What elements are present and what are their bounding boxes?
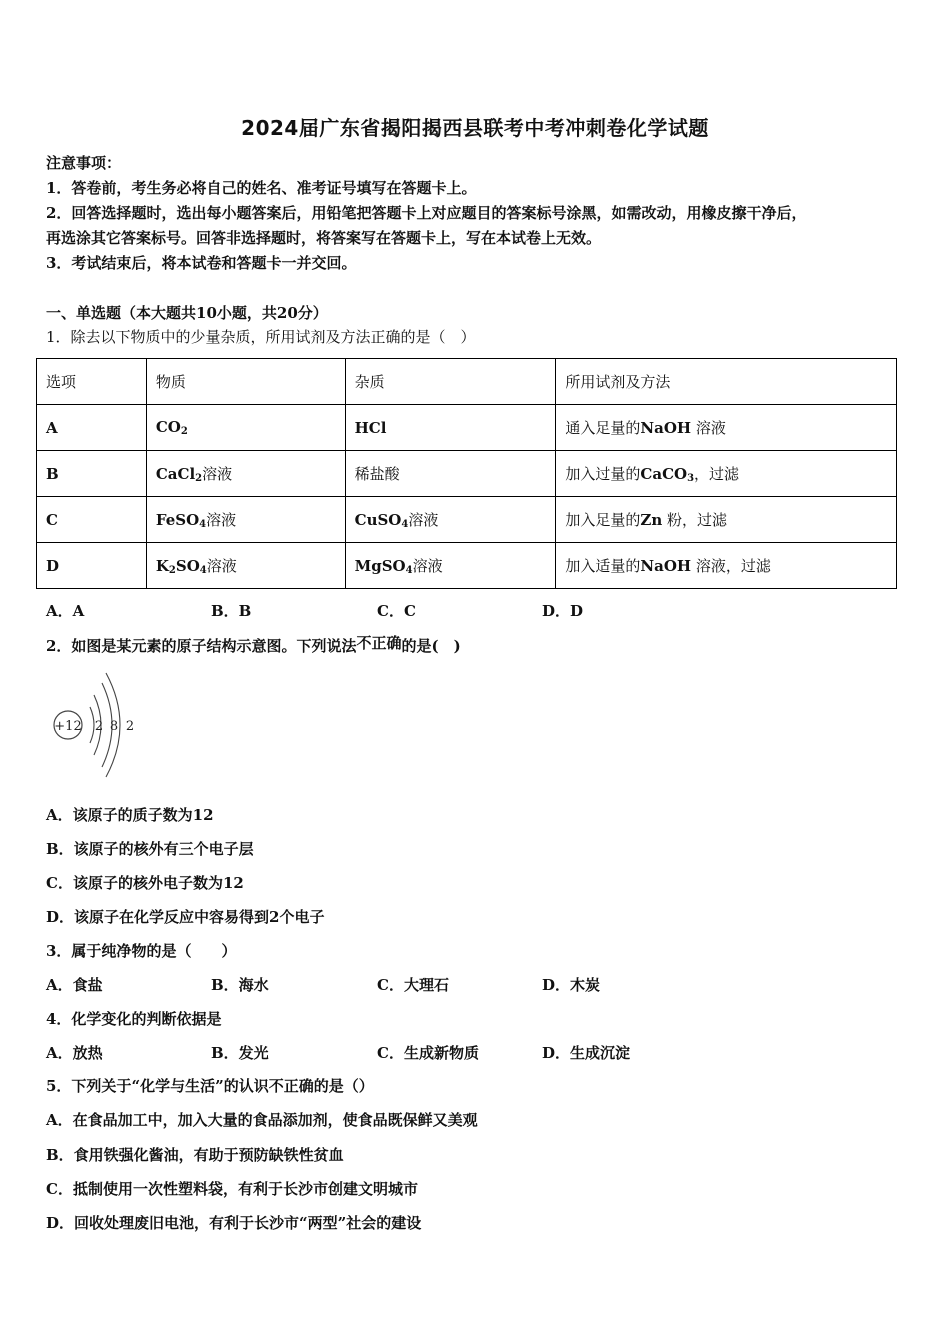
answer-option[interactable]: D．生成沉淀: [542, 1044, 631, 1062]
table-header: 选项: [37, 359, 147, 405]
impurity-cell: 稀盐酸: [345, 451, 556, 497]
substance-cell: CaCl$_2$溶液: [146, 451, 345, 497]
option-cell: D: [37, 543, 147, 589]
question-1-table: [36, 358, 897, 589]
substance-cell: $K_2SO_4$溶液: [146, 543, 345, 589]
method-cell: 加入足量的Zn 粉，过滤: [556, 497, 897, 543]
answer-option[interactable]: B．食用铁强化酱油，有助于预防缺铁性贫血: [46, 1146, 344, 1164]
impurity-cell: MgSO$_4$溶液: [345, 543, 556, 589]
table-row: [37, 497, 897, 543]
table-header: 所用试剂及方法: [556, 359, 897, 405]
question-4-stem: 4．化学变化的判断依据是: [46, 1010, 222, 1028]
impurity-cell: CuSO$_4$溶液: [345, 497, 556, 543]
answer-option[interactable]: D．木炭: [542, 976, 601, 994]
answer-option[interactable]: C．该原子的核外电子数为12: [46, 874, 244, 892]
notice-item: 3．考试结束后，将本试卷和答题卡一并交回。: [46, 254, 357, 272]
answer-option[interactable]: A．放热: [46, 1044, 103, 1062]
atom-structure-diagram: [46, 667, 146, 782]
notice-item: 再选涂其它答案标号。回答非选择题时，将答案写在答题卡上，写在本试卷上无效。: [46, 229, 602, 247]
page-title: 2024届广东省揭阳揭西县联考中考冲刺卷化学试题: [241, 116, 709, 140]
method-cell: 加入适量的NaOH 溶液，过滤: [556, 543, 897, 589]
shell-electron-count: 2: [125, 719, 135, 734]
answer-option[interactable]: D．回收处理废旧电池，有利于长沙市“两型”社会的建设: [46, 1214, 422, 1232]
question-2-stem: 2．如图是某元素的原子结构示意图。下列说法不正确的是( ): [46, 634, 461, 655]
answer-option[interactable]: C．抵制使用一次性塑料袋，有利于长沙市创建文明城市: [46, 1180, 418, 1198]
method-cell: 加入过量的CaCO$_3$，过滤: [556, 451, 897, 497]
section-heading: 一、单选题（本大题共10小题，共20分）: [46, 304, 328, 322]
table-row: [37, 405, 897, 451]
shell-electron-count: 2: [94, 719, 104, 734]
shell-electron-count: 8: [109, 719, 119, 734]
answer-option[interactable]: A．在食品加工中，加入大量的食品添加剂，使食品既保鲜又美观: [46, 1111, 478, 1129]
answer-option[interactable]: A．食盐: [46, 976, 103, 994]
answer-option[interactable]: C．大理石: [377, 976, 449, 994]
answer-option[interactable]: B．B: [211, 602, 252, 620]
answer-option[interactable]: B．该原子的核外有三个电子层: [46, 840, 254, 858]
answer-option[interactable]: B．发光: [211, 1044, 269, 1062]
answer-option[interactable]: B．海水: [211, 976, 269, 994]
answer-option[interactable]: D．该原子在化学反应中容易得到2个电子: [46, 908, 325, 926]
question-3-stem: 3．属于纯净物的是（ ）: [46, 942, 237, 960]
answer-option[interactable]: C．C: [377, 602, 416, 620]
substance-cell: $CO_2$: [146, 405, 345, 451]
table-row: [37, 451, 897, 497]
nucleus-label: +12: [54, 719, 82, 734]
answer-option[interactable]: A．A: [46, 602, 85, 620]
answer-option[interactable]: D．D: [542, 602, 584, 620]
method-cell: 通入足量的NaOH 溶液: [556, 405, 897, 451]
table-header-row: [37, 359, 897, 405]
question-1-stem: 1．除去以下物质中的少量杂质，所用试剂及方法正确的是（ ）: [46, 328, 476, 346]
option-cell: B: [37, 451, 147, 497]
table-header: 杂质: [345, 359, 556, 405]
electron-shell-arc: [90, 707, 94, 743]
question-5-stem: 5．下列关于“化学与生活”的认识不正确的是（）: [46, 1077, 374, 1095]
table-header: 物质: [146, 359, 345, 405]
notice-heading: 注意事项：: [46, 154, 122, 172]
answer-option[interactable]: A．该原子的质子数为12: [46, 806, 214, 824]
option-cell: C: [37, 497, 147, 543]
table-row: [37, 543, 897, 589]
notice-item: 2．回答选择题时，选出每小题答案后，用铅笔把答题卡上对应题目的答案标号涂黑，如需改动，用橡皮擦干净后，: [46, 204, 807, 222]
option-cell: A: [37, 405, 147, 451]
notice-item: 1．答卷前，考生务必将自己的姓名、准考证号填写在答题卡上。: [46, 179, 477, 197]
answer-option[interactable]: C．生成新物质: [377, 1044, 479, 1062]
substance-cell: FeSO$_4$溶液: [146, 497, 345, 543]
impurity-cell: HCl: [345, 405, 556, 451]
